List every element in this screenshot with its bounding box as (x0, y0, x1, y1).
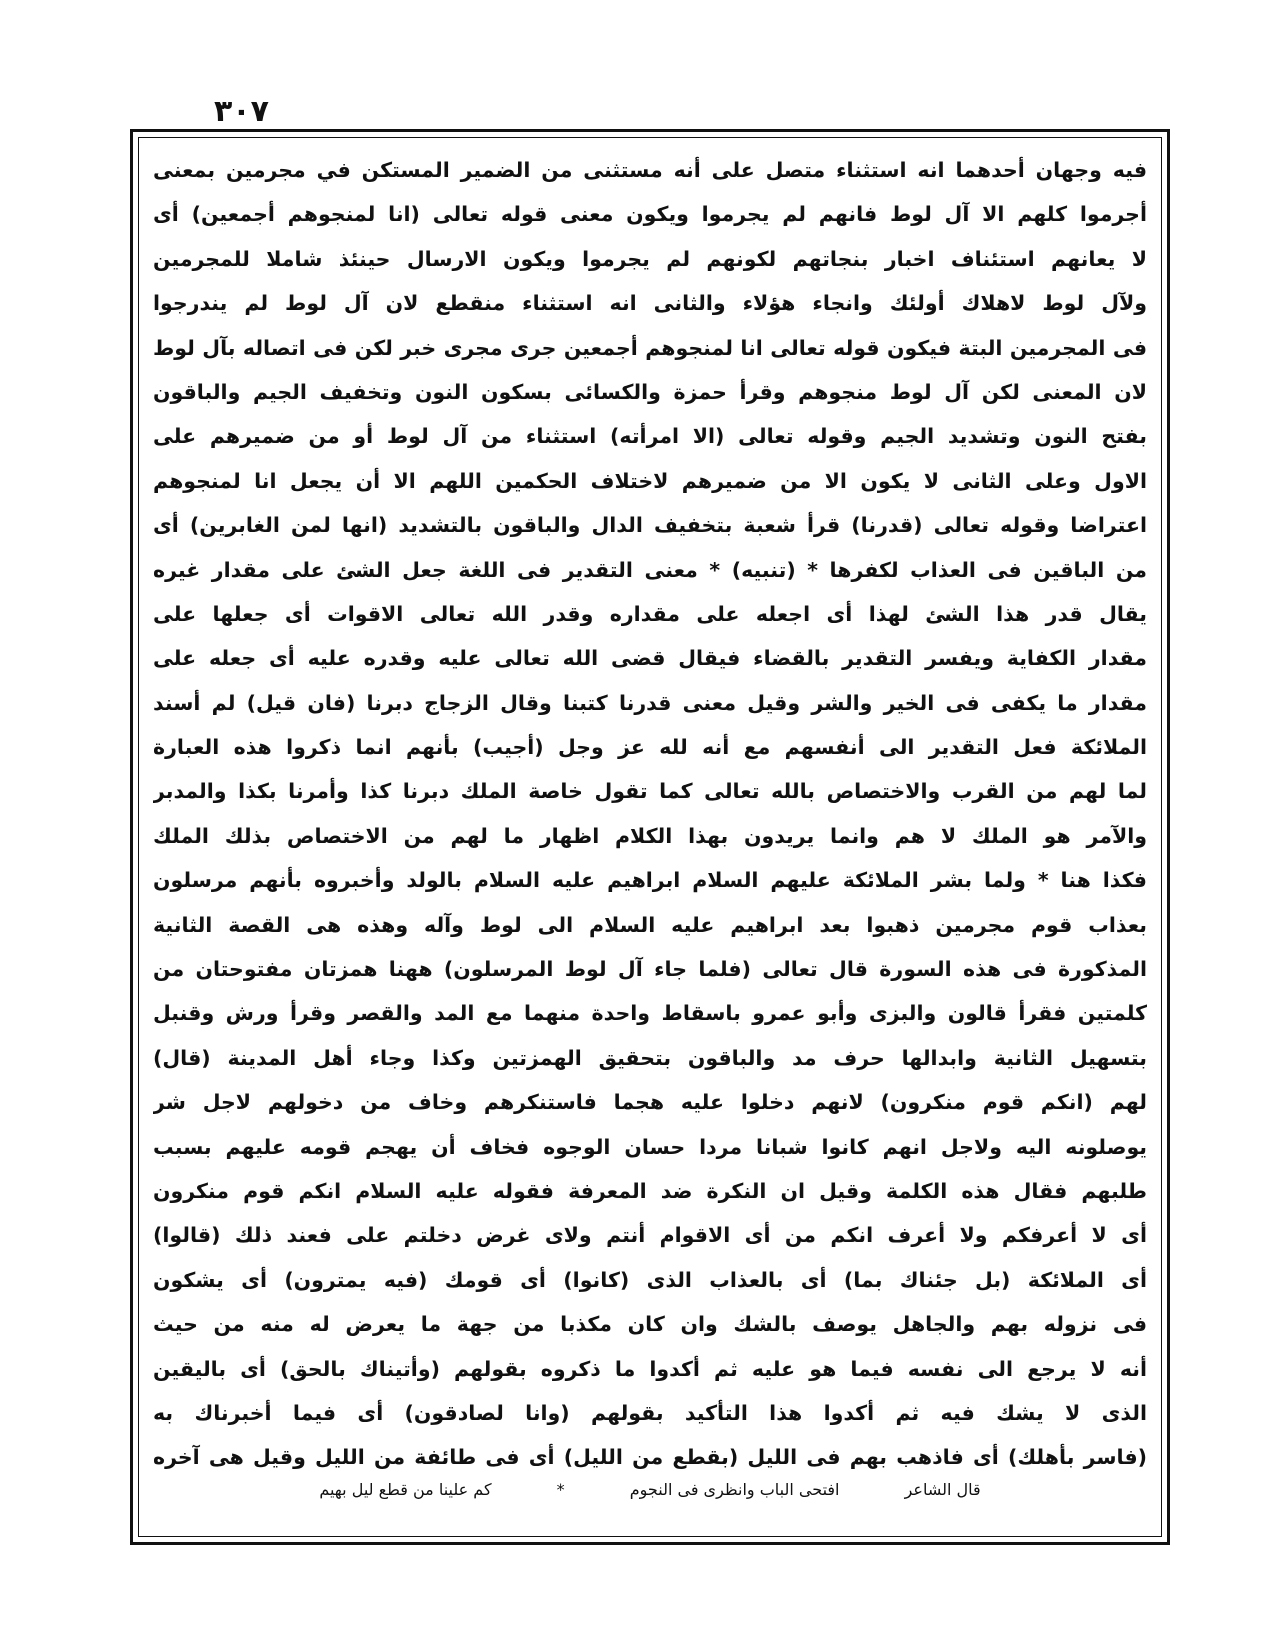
verse-separator: * (556, 1479, 565, 1499)
page-number: ٣٠٧ (214, 94, 269, 129)
text-line: (فاسر بأهلك) أى فاذهب بهم فى الليل (بقطع من الليل) أى فى طائفة من الليل وقيل هى آخره (153, 1445, 1147, 1470)
verse-intro: قال الشاعر (904, 1479, 981, 1499)
poem-verse (153, 1480, 1147, 1524)
text-line: كلمتين فقرأ قالون والبزى وأبو عمرو باسقاط واحدة منهما مع المد والقصر وقرأ ورش وقنبل (153, 1001, 1147, 1026)
text-line: أجرموا كلهم الا آل لوط فانهم لم يجرموا ويكون معنى قوله تعالى (انا لمنجوهم أجمعين) أى (153, 202, 1147, 227)
text-line: أنه لا يرجع الى نفسه فيما هو عليه ثم أكدوا ما ذكروه بقولهم (وأتيناك بالحق) أى باليقين (153, 1356, 1147, 1381)
text-line: فى المجرمين البتة فيكون قوله تعالى انا لمنجوهم أجمعين جرى مجرى خبر لكن فى اتصاله بآل لوط (153, 335, 1147, 360)
text-line: فيه وجهان أحدهما انه استثناء متصل على أنه مستثنى من الضمير المستكن في مجرمين بمعنى (153, 158, 1147, 182)
text-line: لان المعنى لكن آل لوط منجوهم وقرأ حمزة والكسائى بسكون النون وتخفيف الجيم والباقون (153, 379, 1147, 404)
verse-hemistich-1: افتحى الباب وانظرى فى النجوم (629, 1479, 840, 1499)
text-line: يوصلونه اليه ولاجل انهم كانوا شبانا مردا حسان الوجوه فخاف أن يهجم قومه عليهم بسبب (153, 1134, 1147, 1159)
text-line: مقدار ما يكفى فى الخير والشر وقيل معنى قدرنا كتبنا وقال الزجاج دبرنا (فان قيل) لم أسند (153, 690, 1147, 715)
text-body (153, 148, 1147, 1480)
text-line: لا يعانهم استئناف اخبار بنجاتهم لكونهم لم يجرموا ويكون الارسال حينئذ شاملا للمجرمين (153, 246, 1147, 271)
page-frame-inner (138, 137, 1162, 1537)
text-line: الذى لا يشك فيه ثم أكدوا هذا التأكيد بقولهم (وانا لصادقون) أى فيما أخبرناك به (153, 1400, 1147, 1425)
text-line: أى لا أعرفكم ولا أعرف انكم من أى الاقوام أنتم ولاى غرض دخلتم على فعند ذلك (قالوا) (153, 1223, 1147, 1248)
text-line: بعذاب قوم مجرمين ذهبوا بعد ابراهيم عليه السلام الى لوط وآله وهذه هى القصة الثانية (153, 912, 1147, 937)
text-line: والآمر هو الملك لا هم وانما يريدون بهذا الكلام اظهار ما لهم من الاختصاص بذلك الملك (153, 823, 1147, 848)
text-line: يقال قدر هذا الشئ لهذا أى اجعله على مقداره وقدر الله تعالى الاقوات أى جعلها على (153, 601, 1147, 626)
text-line: من الباقين فى العذاب لكفرها * (تنبيه) * معنى التقدير فى اللغة جعل الشئ على مقدار غيره (153, 557, 1147, 582)
text-line: لما لهم من القرب والاختصاص بالله تعالى كما تقول خاصة الملك دبرنا كذا وأمرنا بكذا والمدبر (153, 779, 1147, 804)
text-line: بتسهيل الثانية وابدالها حرف مد والباقون بتحقيق الهمزتين وكذا وجاء أهل المدينة (قال) (153, 1045, 1147, 1070)
verse-hemistich-2: كم علينا من قطع ليل بهيم (319, 1479, 492, 1499)
text-line: الاول وعلى الثانى لا يكون الا من ضميرهم لاختلاف الحكمين اللهم الا أن يجعل انا لمنجوهم (153, 468, 1147, 493)
text-line: فى نزوله بهم والجاهل يوصف بالشك وان كان مكذبا من جهة ما يعرض له منه من حيث (153, 1312, 1147, 1337)
text-line: لهم (انكم قوم منكرون) لانهم دخلوا عليه هجما فاستنكرهم وخاف من دخولهم لاجل شر (153, 1090, 1147, 1115)
text-line: الملائكة فعل التقدير الى أنفسهم مع أنه لله عز وجل (أجيب) بأنهم انما ذكروا هذه العبارة (153, 735, 1147, 760)
text-line: المذكورة فى هذه السورة قال تعالى (فلما جاء آل لوط المرسلون) ههنا همزتان مفتوحتان من (153, 957, 1147, 982)
text-line: بفتح النون وتشديد الجيم وقوله تعالى (الا امرأته) استثناء من آل لوط أو من ضميرهم على (153, 424, 1147, 449)
text-line: أى الملائكة (بل جئناك بما) أى بالعذاب الذى (كانوا) أى قومك (فيه يمترون) أى يشكون (153, 1267, 1147, 1292)
text-line: ولآل لوط لاهلاك أولئك وانجاء هؤلاء والثانى انه استثناء منقطع لان آل لوط لم يندرجوا (153, 291, 1147, 316)
text-line: فكذا هنا * ولما بشر الملائكة عليهم السلام ابراهيم عليه السلام بالولد وأخبروه بأنهم مرسلون (153, 868, 1147, 893)
text-line: مقدار الكفاية ويفسر التقدير بالقضاء فيقال قضى الله تعالى عليه وقدره عليه أى جعله على (153, 646, 1147, 671)
text-line: طلبهم فقال هذه الكلمة وقيل ان النكرة ضد المعرفة فقوله عليه السلام انكم قوم منكرون (153, 1178, 1147, 1203)
text-line: اعتراضا وقوله تعالى (قدرنا) قرأ شعبة بتخفيف الدال والباقون بالتشديد (انها لمن الغابرين) أى (153, 513, 1147, 538)
